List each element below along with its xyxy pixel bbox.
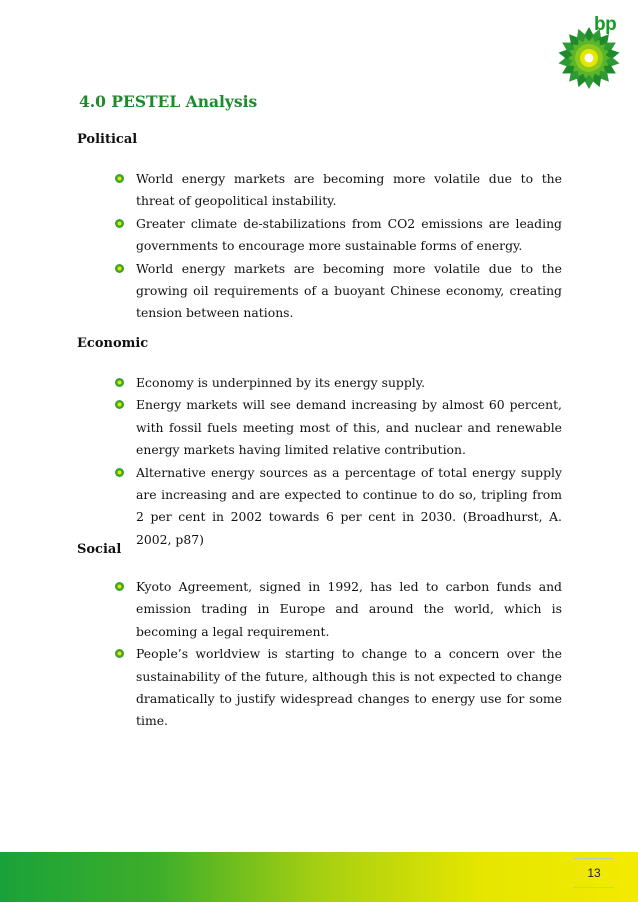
list-item [114, 462, 562, 552]
footer-bar [0, 852, 638, 902]
bp-logo-text: bp [594, 14, 617, 35]
section-heading-social: Social [77, 542, 122, 557]
list-item-text: People’s worldview is starting to change to a concern over the sustainability of the future, although this is not expected to change dramatically to justify widespread changes to energy use for some time. [136, 646, 562, 729]
list-item-text: World energy markets are becoming more volatile due to the threat of geopolitical instability. [136, 171, 562, 209]
section-heading-economic: Economic [77, 336, 149, 351]
bullet-icon [114, 399, 125, 410]
list-item [114, 213, 562, 258]
bullet-list-political [114, 168, 562, 325]
list-item [114, 372, 562, 394]
section-heading-political: Political [77, 132, 138, 147]
bullet-icon [114, 173, 125, 184]
page-number: 13 [587, 866, 601, 880]
list-item-text: Alternative energy sources as a percentage of total energy supply are increasing and are expected to continue to do so, tripling from 2 per cent in 2002 towards 6 per cent in 2030. (Broadhurst, A. 2002, p87) [136, 464, 562, 547]
bullet-icon [114, 218, 125, 229]
page-number-box [574, 858, 614, 888]
bullet-icon [114, 467, 125, 478]
page-title: 4.0 PESTEL Analysis [79, 92, 258, 111]
list-item [114, 643, 562, 733]
list-item [114, 394, 562, 461]
list-item [114, 168, 562, 213]
bullet-list-economic [114, 372, 562, 551]
list-item-text: Greater climate de-stabilizations from CO2 emissions are leading governments to encourage more sustainable forms of energy. [136, 215, 562, 254]
list-item-text: Kyoto Agreement, signed in 1992, has led to carbon funds and emission trading in Europe and around the world, which is becoming a legal requirement. [136, 579, 562, 639]
bullet-list-social [114, 576, 562, 733]
list-item [114, 576, 562, 643]
bullet-icon [114, 263, 125, 274]
list-item-text: Energy markets will see demand increasing by almost 60 percent, with fossil fuels meeting most of this, and nuclear and renewable energy markets having limited relative contribution. [136, 397, 562, 458]
bullet-icon [114, 581, 125, 592]
list-item-text: World energy markets are becoming more volatile due to the growing oil requirements of a buoyant Chinese economy, creating tension between nations. [136, 260, 562, 321]
bullet-icon [114, 377, 125, 388]
list-item-text: Economy is underpinned by its energy supply. [136, 375, 426, 390]
list-item [114, 258, 562, 325]
bullet-icon [114, 648, 125, 659]
